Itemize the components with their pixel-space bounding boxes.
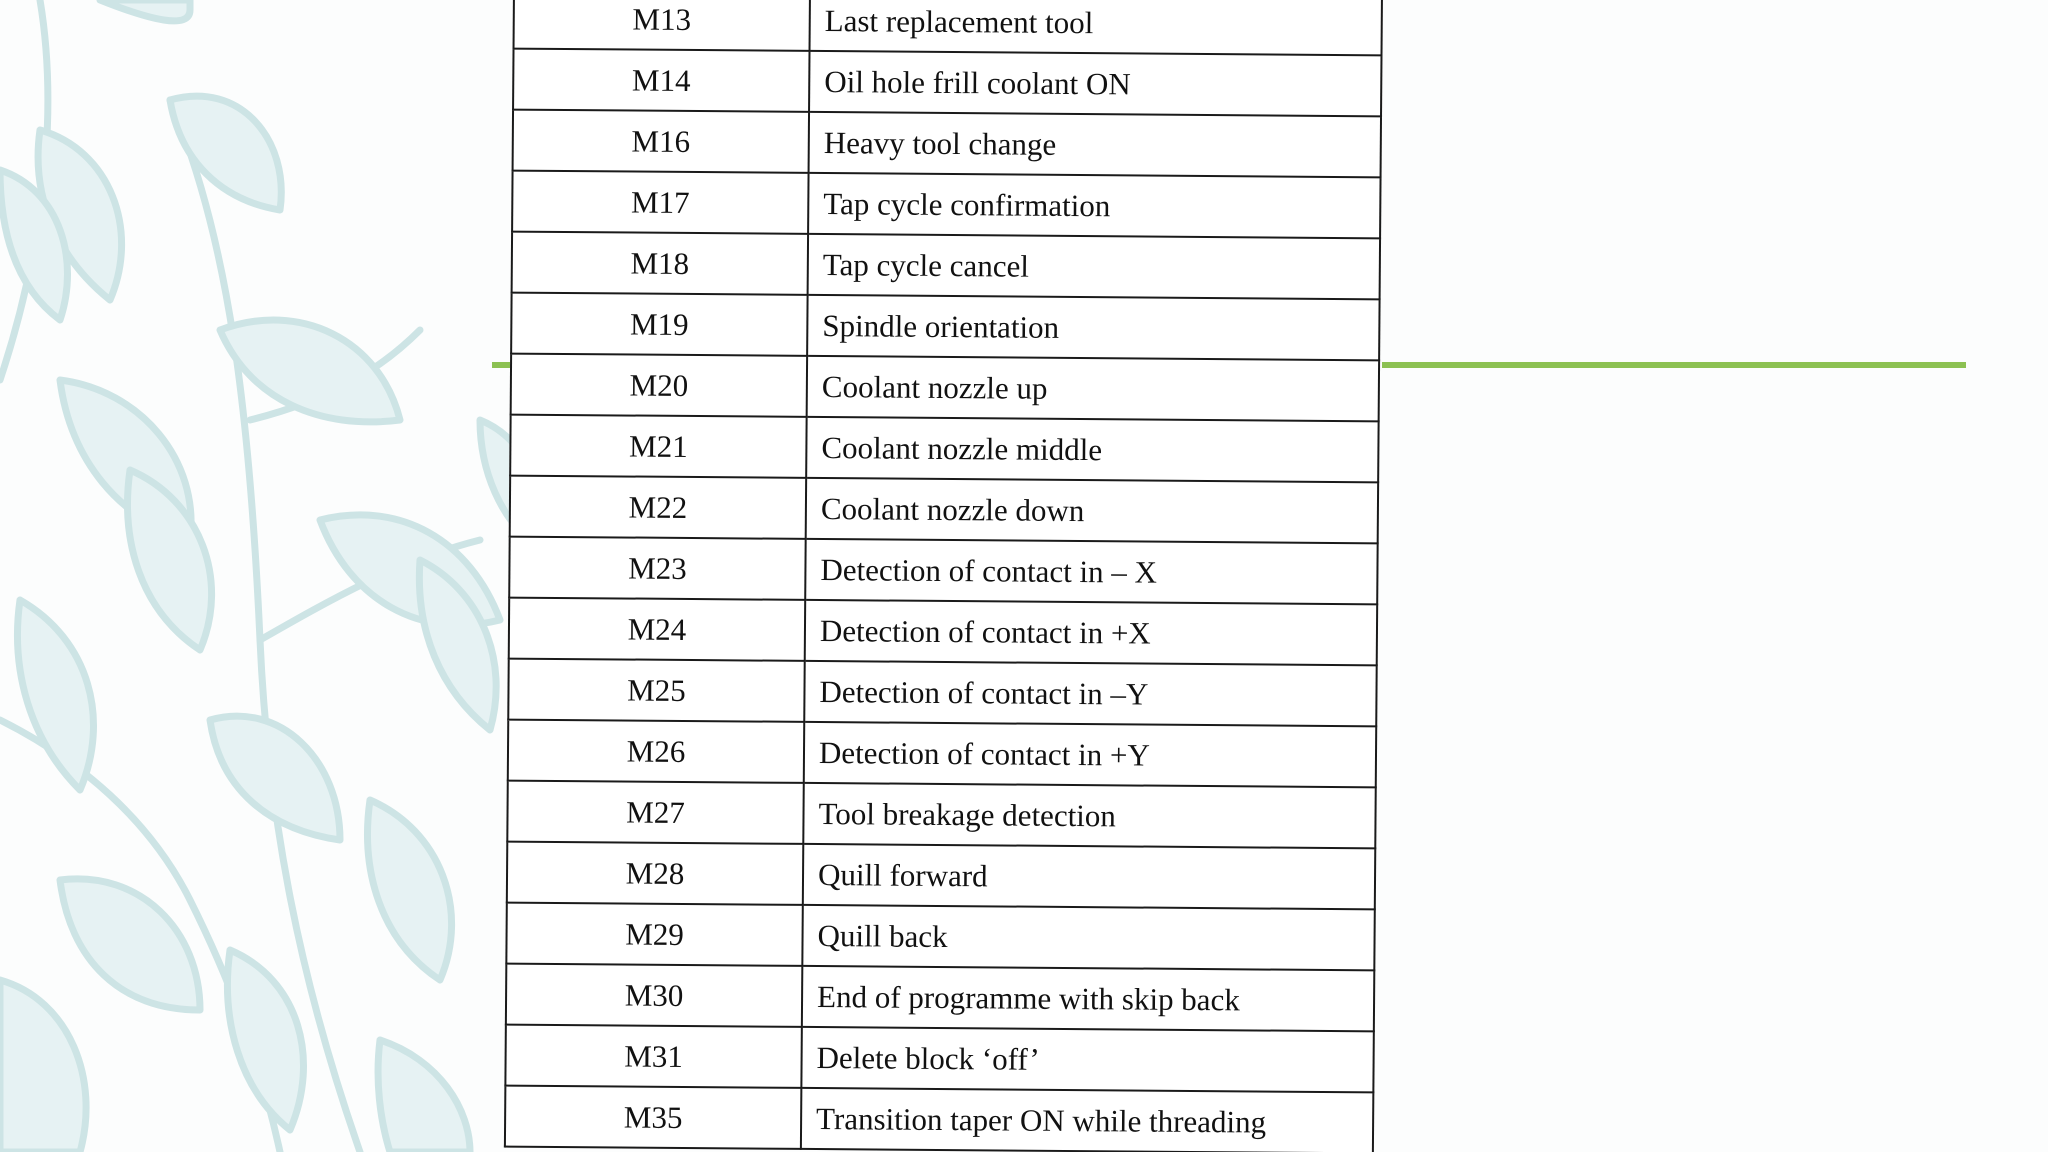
description-cell: Oil hole frill coolant ON xyxy=(809,51,1381,116)
m-code-cell: M16 xyxy=(513,110,809,173)
m-code-cell: M27 xyxy=(507,781,803,844)
description-cell: Last replacement tool xyxy=(810,0,1382,55)
leaf-vine-icon xyxy=(0,0,560,1152)
description-cell: Coolant nozzle down xyxy=(806,478,1378,543)
m-code-cell: M31 xyxy=(505,1025,801,1088)
table-row xyxy=(511,293,1379,361)
description-cell: Coolant nozzle middle xyxy=(806,417,1378,482)
m-code-cell: M19 xyxy=(511,293,807,356)
description-cell: Detection of contact in +Y xyxy=(804,722,1376,787)
table-row xyxy=(512,171,1380,239)
table-row xyxy=(511,354,1379,422)
m-code-cell: M18 xyxy=(512,232,808,295)
m-code-cell: M25 xyxy=(508,659,804,722)
table-row xyxy=(506,903,1374,971)
table-row xyxy=(512,232,1380,300)
m-code-cell: M28 xyxy=(507,842,803,905)
table-row xyxy=(510,476,1378,544)
m-code-cell: M30 xyxy=(506,964,802,1027)
table-row xyxy=(508,720,1376,788)
m-code-cell: M35 xyxy=(505,1086,801,1149)
table-row xyxy=(509,598,1377,666)
m-code-cell: M21 xyxy=(510,415,806,478)
description-cell: Transition taper ON while threading xyxy=(801,1088,1373,1152)
description-cell: Detection of contact in +X xyxy=(805,600,1377,665)
m-code-table-container xyxy=(504,0,1383,1152)
m-code-cell: M29 xyxy=(506,903,802,966)
description-cell: Delete block ‘off’ xyxy=(801,1027,1373,1092)
description-cell: Quill forward xyxy=(803,844,1375,909)
description-cell: Tool breakage detection xyxy=(803,783,1375,848)
table-row xyxy=(505,1025,1373,1093)
m-code-cell: M13 xyxy=(514,0,810,51)
m-code-cell: M24 xyxy=(509,598,805,661)
description-cell: Heavy tool change xyxy=(809,112,1381,177)
table-row xyxy=(509,537,1377,605)
table-row xyxy=(508,659,1376,727)
table-row xyxy=(510,415,1378,483)
description-cell: Tap cycle confirmation xyxy=(808,173,1380,238)
description-cell: Quill back xyxy=(802,905,1374,970)
m-code-cell: M23 xyxy=(509,537,805,600)
description-cell: Spindle orientation xyxy=(807,295,1379,360)
table-row xyxy=(507,842,1375,910)
table-row xyxy=(514,0,1382,55)
description-cell: Tap cycle cancel xyxy=(808,234,1380,299)
m-code-cell: M17 xyxy=(512,171,808,234)
description-cell: Coolant nozzle up xyxy=(807,356,1379,421)
m-code-table-body xyxy=(505,0,1382,1152)
table-row xyxy=(507,781,1375,849)
accent-line-right xyxy=(1382,362,1966,368)
table-row xyxy=(513,49,1381,117)
m-code-cell: M26 xyxy=(508,720,804,783)
table-row xyxy=(513,110,1381,178)
m-code-cell: M14 xyxy=(513,49,809,112)
m-code-cell: M22 xyxy=(510,476,806,539)
table-row xyxy=(505,1086,1373,1152)
m-code-table xyxy=(504,0,1383,1152)
description-cell: End of programme with skip back xyxy=(802,966,1374,1031)
description-cell: Detection of contact in –Y xyxy=(804,661,1376,726)
description-cell: Detection of contact in – X xyxy=(805,539,1377,604)
table-row xyxy=(506,964,1374,1032)
m-code-cell: M20 xyxy=(511,354,807,417)
